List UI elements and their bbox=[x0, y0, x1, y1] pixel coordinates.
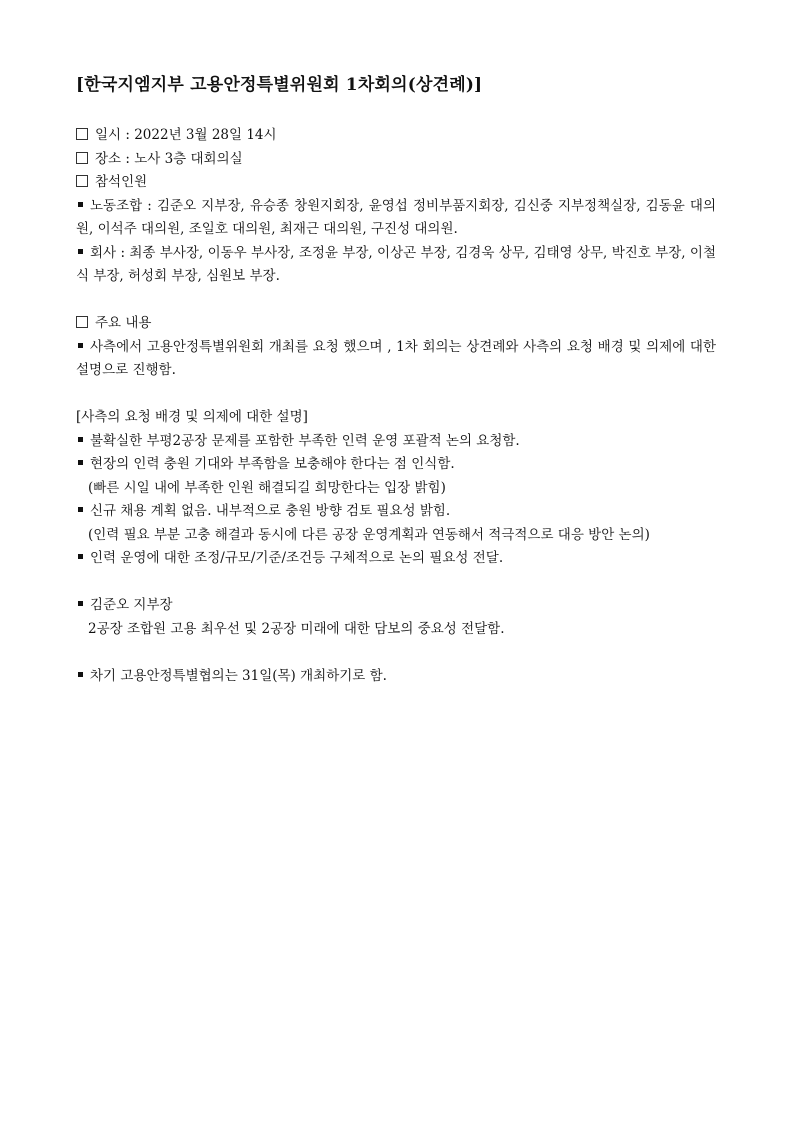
bullet-icon bbox=[78, 672, 83, 677]
section-heading: [사측의 요청 배경 및 의제에 대한 설명] bbox=[76, 409, 308, 425]
bullet-icon bbox=[78, 249, 83, 254]
checkbox-icon bbox=[76, 175, 88, 187]
point-3 bbox=[76, 500, 716, 524]
next-meeting-text: 차기 고용안정특별협의는 31일(목) 개최하기로 함. bbox=[90, 667, 387, 684]
main-heading-line bbox=[76, 312, 716, 336]
main-content bbox=[76, 336, 716, 383]
checkbox-icon bbox=[76, 128, 88, 140]
point-2 bbox=[76, 453, 716, 477]
bullet-icon bbox=[78, 460, 83, 465]
checkbox-icon bbox=[76, 316, 88, 328]
point-1 bbox=[76, 430, 716, 454]
bullet-icon bbox=[78, 343, 83, 348]
bullet-icon bbox=[78, 202, 83, 207]
attendees-heading-line bbox=[76, 171, 716, 195]
place-line bbox=[76, 148, 716, 172]
main-heading: 주요 내용 bbox=[95, 315, 152, 331]
place-text: 장소 : 노사 3층 대회의실 bbox=[95, 150, 243, 167]
point-3-text: 신규 채용 계획 없음. 내부적으로 충원 방향 검토 필요성 밝힘. bbox=[90, 503, 451, 519]
union-attendees bbox=[76, 195, 716, 242]
point-4 bbox=[76, 547, 716, 571]
bullet-icon bbox=[78, 601, 83, 606]
company-attendees-text: 회사 : 최종 부사장, 이동우 부사장, 조정윤 부장, 이상곤 부장, 김경욱 상무, 김태영 상무, 박진호 부장, 이철식 부장, 허성회 부장, 심원보 부장. bbox=[76, 244, 716, 284]
checkbox-icon bbox=[76, 152, 88, 164]
point-2-note: (빠른 시일 내에 부족한 인원 해결되길 희망한다는 입장 밝힘) bbox=[88, 479, 446, 496]
speaker-name: 김준오 지부장 bbox=[90, 597, 173, 613]
main-content-text: 사측에서 고용안정특별위원회 개최를 요청 했으며 , 1차 회의는 상견례와 사측의 요청 배경 및 의제에 대한 설명으로 진행함. bbox=[76, 338, 716, 378]
point-1-text: 불확실한 부평2공장 문제를 포함한 부족한 인력 운영 포괄적 논의 요청함. bbox=[90, 432, 520, 449]
company-attendees bbox=[76, 242, 716, 289]
point-3-note: (인력 필요 부분 고충 해결과 동시에 다른 공장 운영계획과 연동해서 적극적으로 대응 방안 논의) bbox=[88, 526, 650, 543]
next-meeting bbox=[76, 665, 716, 689]
bullet-icon bbox=[78, 437, 83, 442]
speaker-statement: 2공장 조합원 고용 최우선 및 2공장 미래에 대한 담보의 중요성 전달함. bbox=[88, 620, 505, 637]
point-4-text: 인력 운영에 대한 조정/규모/기준/조건등 구체적으로 논의 필요성 전달. bbox=[90, 550, 504, 566]
bullet-icon bbox=[78, 507, 83, 512]
datetime-text: 일시 : 2022년 3월 28일 14시 bbox=[95, 127, 277, 143]
document-body bbox=[76, 124, 716, 688]
union-attendees-text: 노동조합 : 김준오 지부장, 유승종 창원지회장, 윤영섭 정비부품지회장, 김신중 지부정책실장, 김동윤 대의원, 이석주 대의원, 조일호 대의원, 최재근 대의원, 구진성 대의원. bbox=[76, 197, 716, 237]
attendees-heading: 참석인원 bbox=[95, 174, 148, 190]
point-2-text: 현장의 인력 충원 기대와 부족함을 보충해야 한다는 점 인식함. bbox=[90, 456, 455, 472]
document-title: [한국지엠지부 고용안정특별위원회 1차회의(상견례)] bbox=[76, 75, 483, 95]
datetime-line bbox=[76, 124, 716, 148]
speaker-line bbox=[76, 594, 716, 618]
bullet-icon bbox=[78, 554, 83, 559]
